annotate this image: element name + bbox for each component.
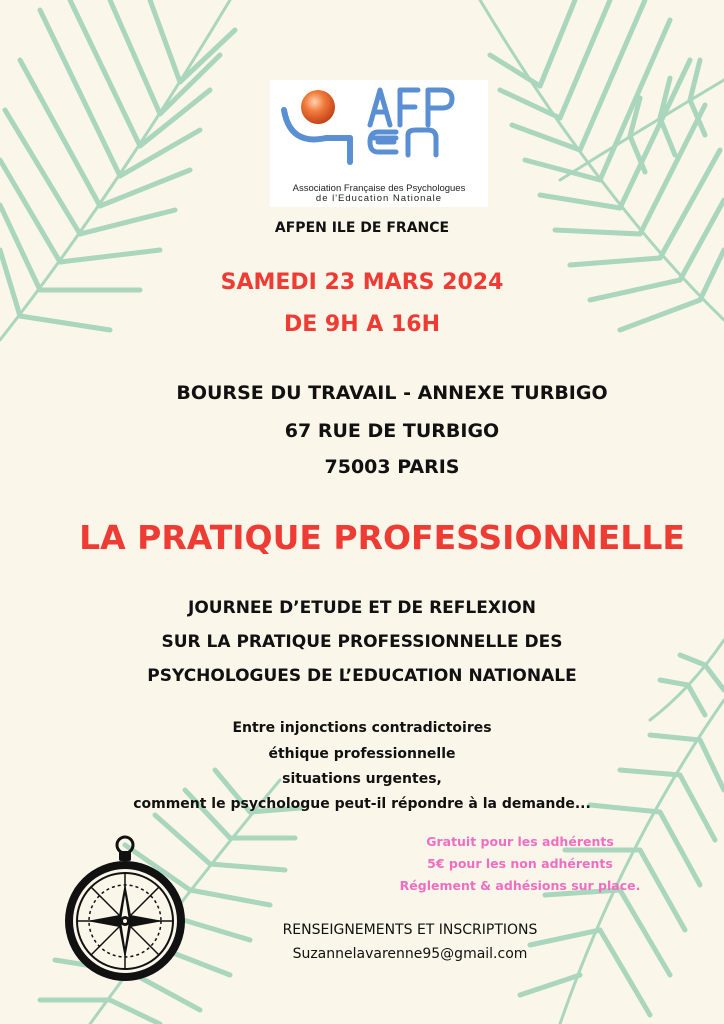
pricing-line-2: 5€ pour les non adhérents (427, 856, 613, 871)
subtitle-line-2: SUR LA PRATIQUE PROFESSIONNELLE DES (161, 632, 563, 652)
venue-line-1: BOURSE DU TRAVAIL - ANNEXE TURBIGO (176, 382, 608, 404)
contact-email-link[interactable]: Suzannelavarenne95@gmail.com (292, 946, 528, 962)
logo-caption-line1: Association Française des Psychologues (292, 183, 466, 194)
event-title: LA PRATIQUE PROFESSIONNELLE (79, 518, 685, 557)
description-line-4: comment le psychologue peut-il répondre à la demande... (133, 796, 591, 812)
pricing-line-1: Gratuit pour les adhérents (426, 834, 614, 849)
event-hours: DE 9H A 16H (283, 312, 441, 337)
subtitle-line-1: JOURNEE D’ETUDE ET DE REFLEXION (188, 598, 536, 618)
contact-heading: RENSEIGNEMENTS ET INSCRIPTIONS (282, 922, 538, 938)
organization-name: AFPEN ILE DE FRANCE (274, 220, 450, 236)
afpen-logo-mark (270, 80, 488, 180)
description-line-3: situations urgentes, (282, 771, 442, 787)
pricing-line-3: Réglement & adhésions sur place. (399, 878, 641, 893)
afpen-logo (270, 80, 488, 207)
description-line-1: Entre injonctions contradictoires (232, 720, 492, 736)
description-line-2: éthique professionnelle (268, 746, 456, 762)
subtitle-line-3: PSYCHOLOGUES DE L’EDUCATION NATIONALE (147, 666, 577, 686)
venue-line-3: 75003 PARIS (324, 456, 460, 478)
logo-caption-line2: de l'Education Nationale (315, 193, 443, 204)
venue-line-2: 67 RUE DE TURBIGO (284, 420, 500, 442)
event-date: SAMEDI 23 MARS 2024 (220, 270, 504, 295)
